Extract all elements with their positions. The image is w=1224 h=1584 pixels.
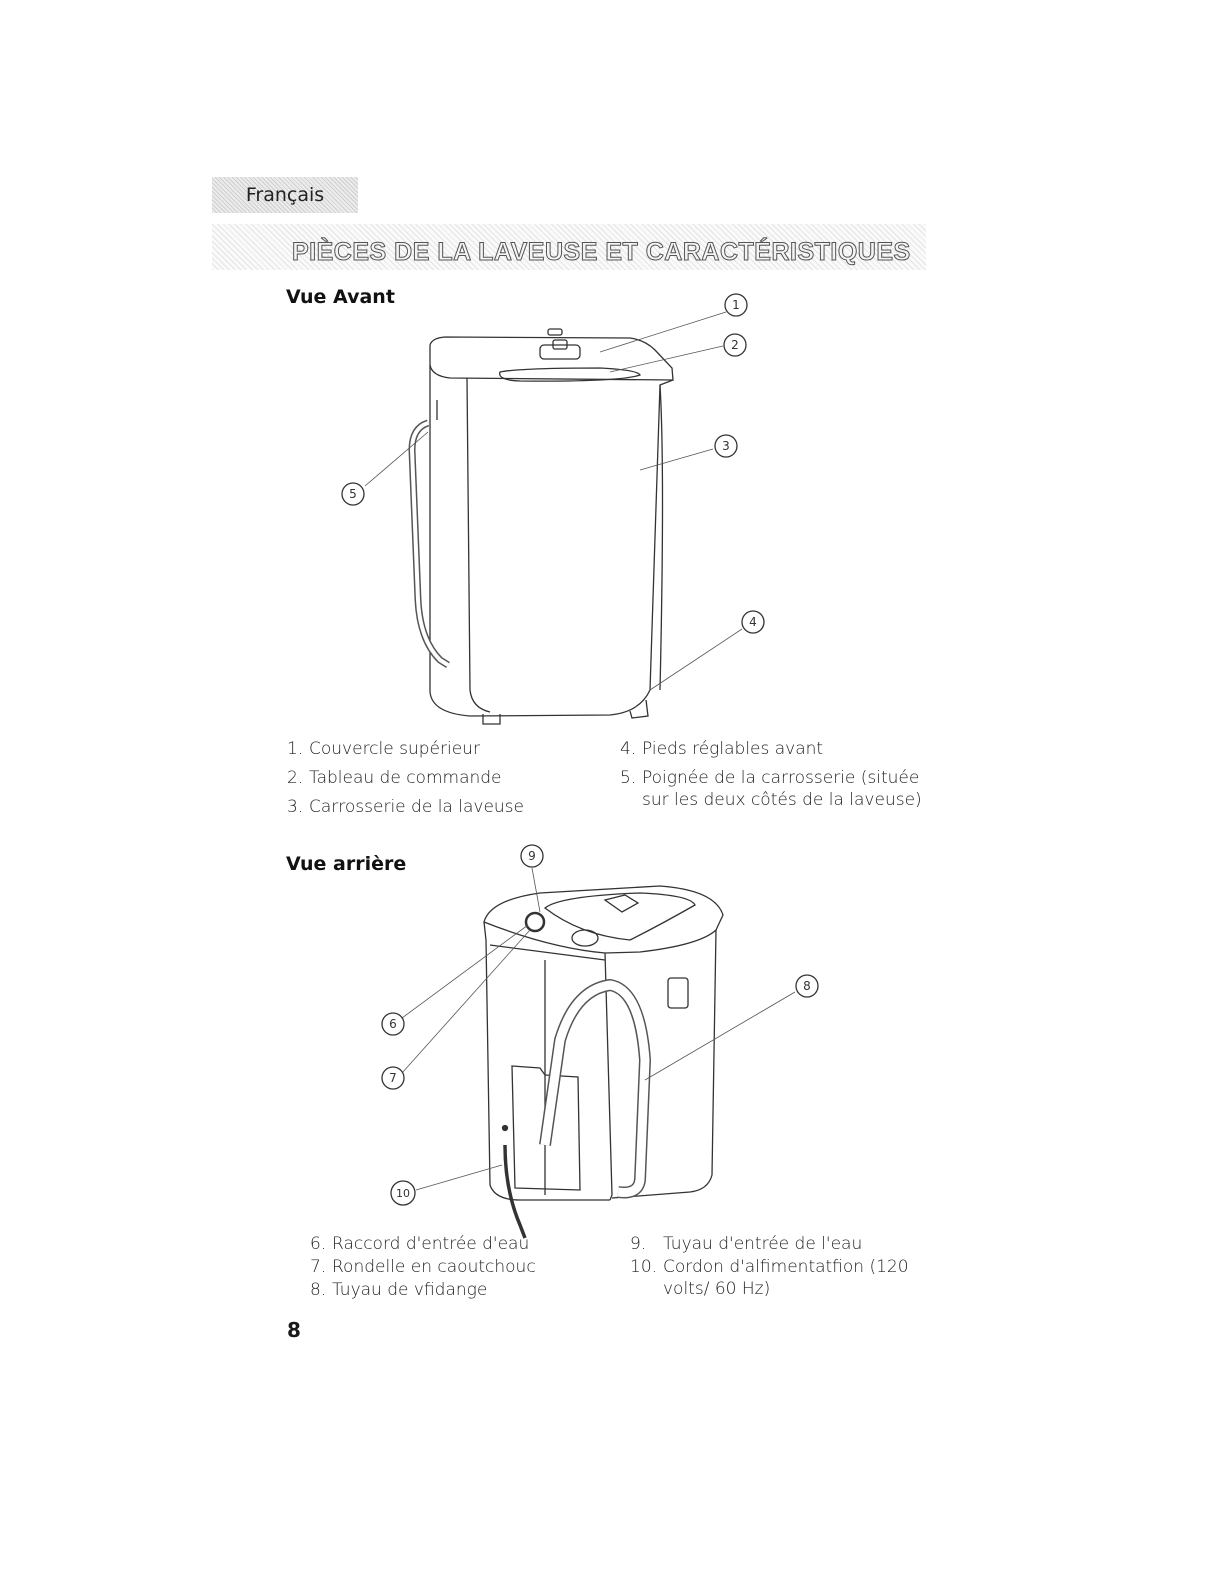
page-number: 8: [287, 1318, 301, 1342]
page-title: PIÈCES DE LA LAVEUSE ET CARACTÉRISTIQUES: [292, 238, 911, 266]
list-item: 8. Tuyau de vfidange: [310, 1280, 488, 1300]
callout-10: 10: [396, 1187, 410, 1200]
callout-6: 6: [389, 1017, 397, 1031]
callout-8: 8: [803, 979, 811, 993]
list-item: 6. Raccord d'entrée d'eau: [310, 1234, 530, 1254]
list-item: 4. Pieds réglables avant: [620, 739, 824, 759]
list-item: 1. Couvercle supérieur: [287, 739, 480, 759]
list-item: 9. Tuyau d'entrée de l'eau: [630, 1234, 863, 1254]
callout-3: 3: [722, 439, 730, 453]
list-item: 7. Rondelle en caoutchouc: [310, 1257, 536, 1277]
list-item: 2. Tableau de commande: [287, 768, 502, 788]
callout-2: 2: [731, 338, 739, 352]
front-view-illustration: [0, 0, 1224, 760]
language-label: Français: [245, 184, 325, 206]
rear-view-heading: Vue arrière: [286, 853, 407, 875]
callout-7: 7: [389, 1071, 397, 1085]
callout-1: 1: [732, 298, 740, 312]
front-parts-list-right: [620, 738, 930, 818]
rear-parts-list-right: [630, 1233, 910, 1301]
front-view-heading: Vue Avant: [286, 286, 395, 308]
callout-5: 5: [349, 487, 357, 501]
list-item: 5. Poignée de la carrosserie (située sur les deux côtés de la laveuse): [620, 768, 922, 810]
front-parts-list-left: [287, 738, 577, 825]
callout-4: 4: [749, 615, 757, 629]
list-item: 10. Cordon d'alfimentatfion (120 volts/ 60 Hz): [630, 1257, 909, 1299]
list-item: 3. Carrosserie de la laveuse: [287, 797, 524, 817]
rear-view-illustration: [0, 830, 1224, 1240]
rear-parts-list-left: [310, 1233, 580, 1302]
callout-9: 9: [528, 849, 536, 863]
